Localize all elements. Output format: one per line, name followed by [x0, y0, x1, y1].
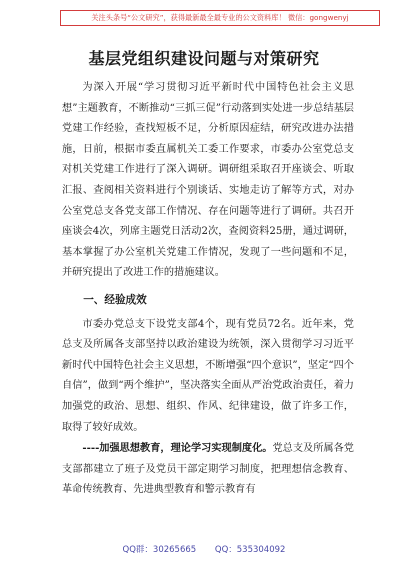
document-body: [62, 78, 354, 501]
footer-qq-group: QQ群：30265665: [122, 545, 197, 555]
top-banner: [60, 10, 380, 26]
intro-paragraph: 为深入开展“学习贯彻习近平新时代中国特色社会主义思想”主题教育，不断推动“三抓三促”行动落到实处进一步总结基层党建工作经验，查找短板不足，分析原因症结，研究改进办法措施，日前，根据市委直属机关工委工作要求，市委办公室党总支对机关党建工作进行了深入调研。调研组采取召开座谈会、听取汇报、查阅相关资料进行个别谈话、实地走访了解等方式，对办公室党总支各党支部工作情况、存在问题等进行了调研。共召开座谈会4次，列席主题党日活动2次，查阅资料25册，通过调研，基本掌握了办公室机关党建工作情况，发现了一些问题和不足，并研究提出了改进工作的措施建议。: [62, 82, 354, 279]
banner-text: 关注头条号“公文研究”，获得最新最全最专业的公文资料库！ 微信：gongwenyj: [91, 13, 349, 22]
section-paragraph: 市委办党总支下设党支部4个，现有党员72名。近年来，党总支及所属各支部坚持以政治建设为统领，深入贯彻学习习近平新时代中国特色社会主义思想，不断增强“四个意识”，坚定“四个自信”，做到“两个维护”，坚决落实全面从严治党政治责任，着力加强党的政治、思想、组织、作风、纪律建设，做了许多工作，取得了较好成效。: [62, 318, 354, 433]
footer-qq: QQ：535304092: [214, 545, 286, 555]
subsection-text: 党总支及所属各党支部都建立了班子及党员干部定期学习制度，把理想信念教育、革命传统教育、先进典型教育和警示教育有: [62, 443, 354, 496]
section-heading: 一、经验成效: [83, 293, 147, 306]
subsection-lead: ----加强思想教育，理论学习实现制度化。: [82, 442, 273, 455]
subsection-paragraph: [62, 438, 354, 501]
document-title: 基层党组织建设问题与对策研究: [88, 49, 320, 68]
footer: [0, 543, 408, 555]
